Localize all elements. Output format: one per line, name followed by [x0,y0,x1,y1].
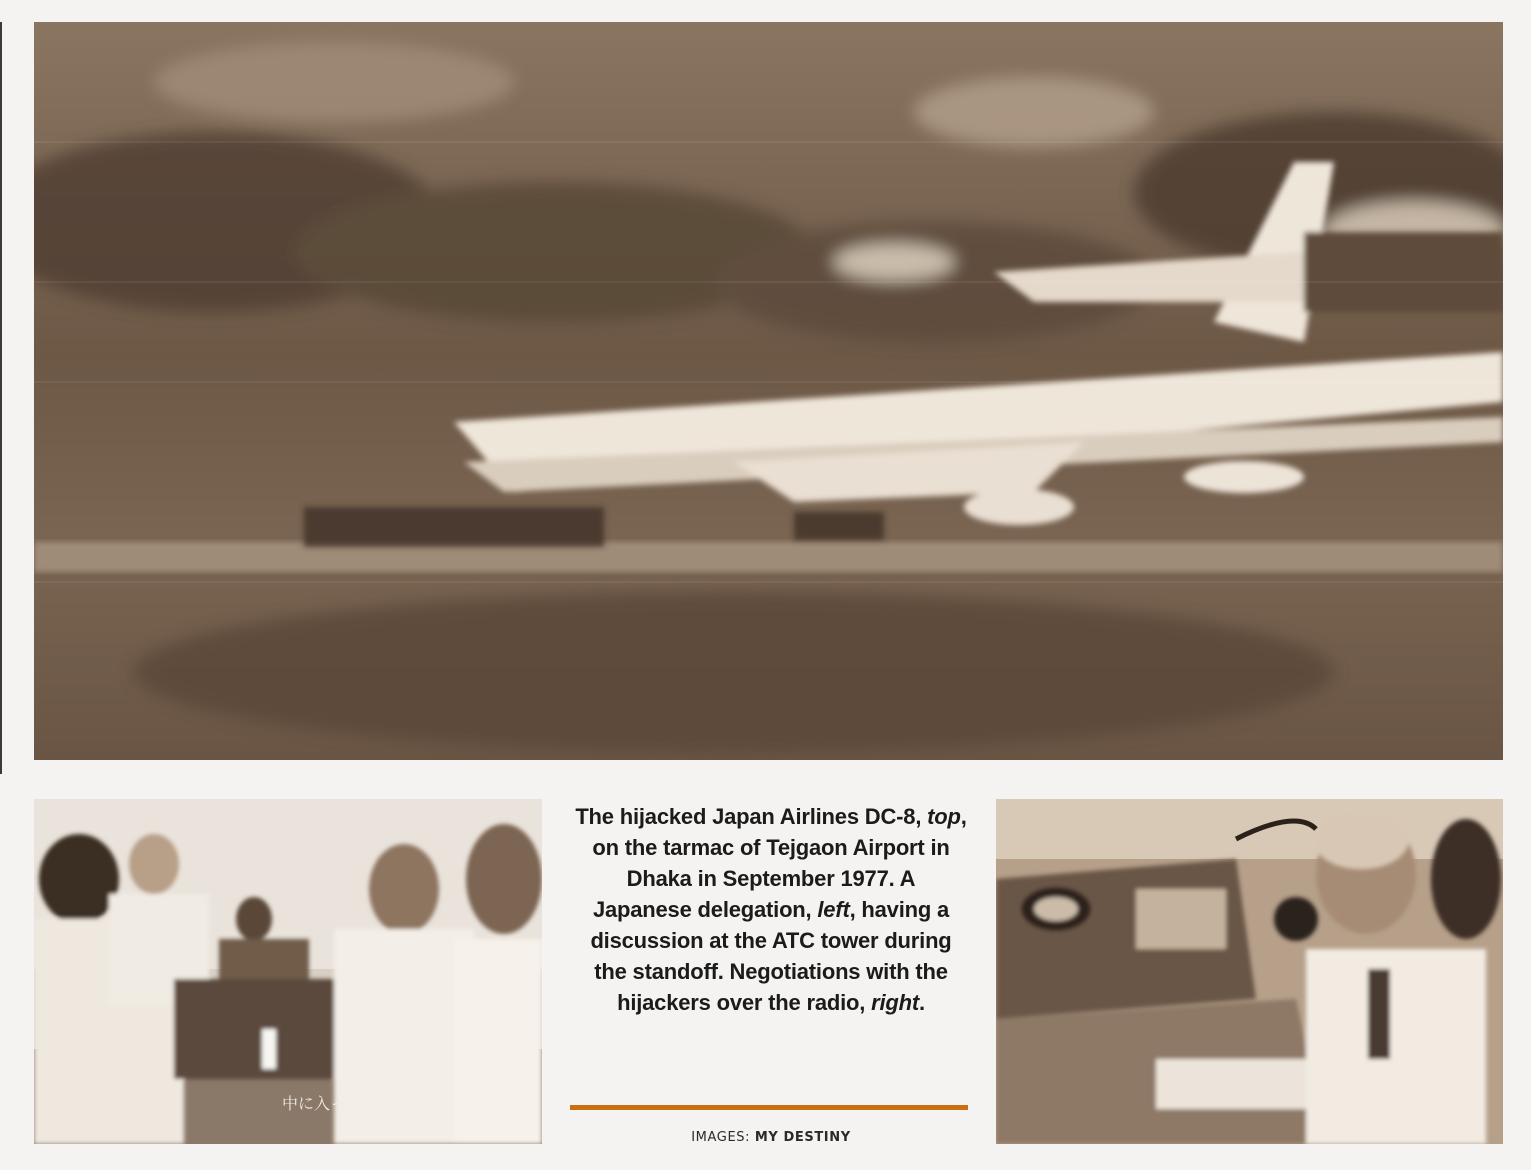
caption-line-2: on the tarmac of Tejgaon Airport in [592,835,950,860]
right-photo-radio-negotiation [996,799,1503,1144]
photo-overlay-subtitle: 中に入って [282,1094,363,1113]
accent-divider [570,1105,968,1110]
left-margin-rule [0,22,2,774]
caption-line-6: the standoff. Negotiations with the [594,959,948,984]
caption-line-7: hijackers over the radio, right. [617,990,925,1015]
image-credit: IMAGES: MY DESTINY [691,1130,851,1145]
caption-line-1: The hijacked Japan Airlines DC-8, top, [575,804,967,829]
top-photo-hijacked-plane [34,22,1503,760]
caption-line-3: Dhaka in September 1977. A [626,866,916,891]
caption-line-5: discussion at the ATC tower during [590,928,952,953]
left-photo-japanese-delegation [34,799,542,1144]
photo-caption [566,801,976,1018]
caption-line-4: Japanese delegation, left, having a [592,897,950,922]
